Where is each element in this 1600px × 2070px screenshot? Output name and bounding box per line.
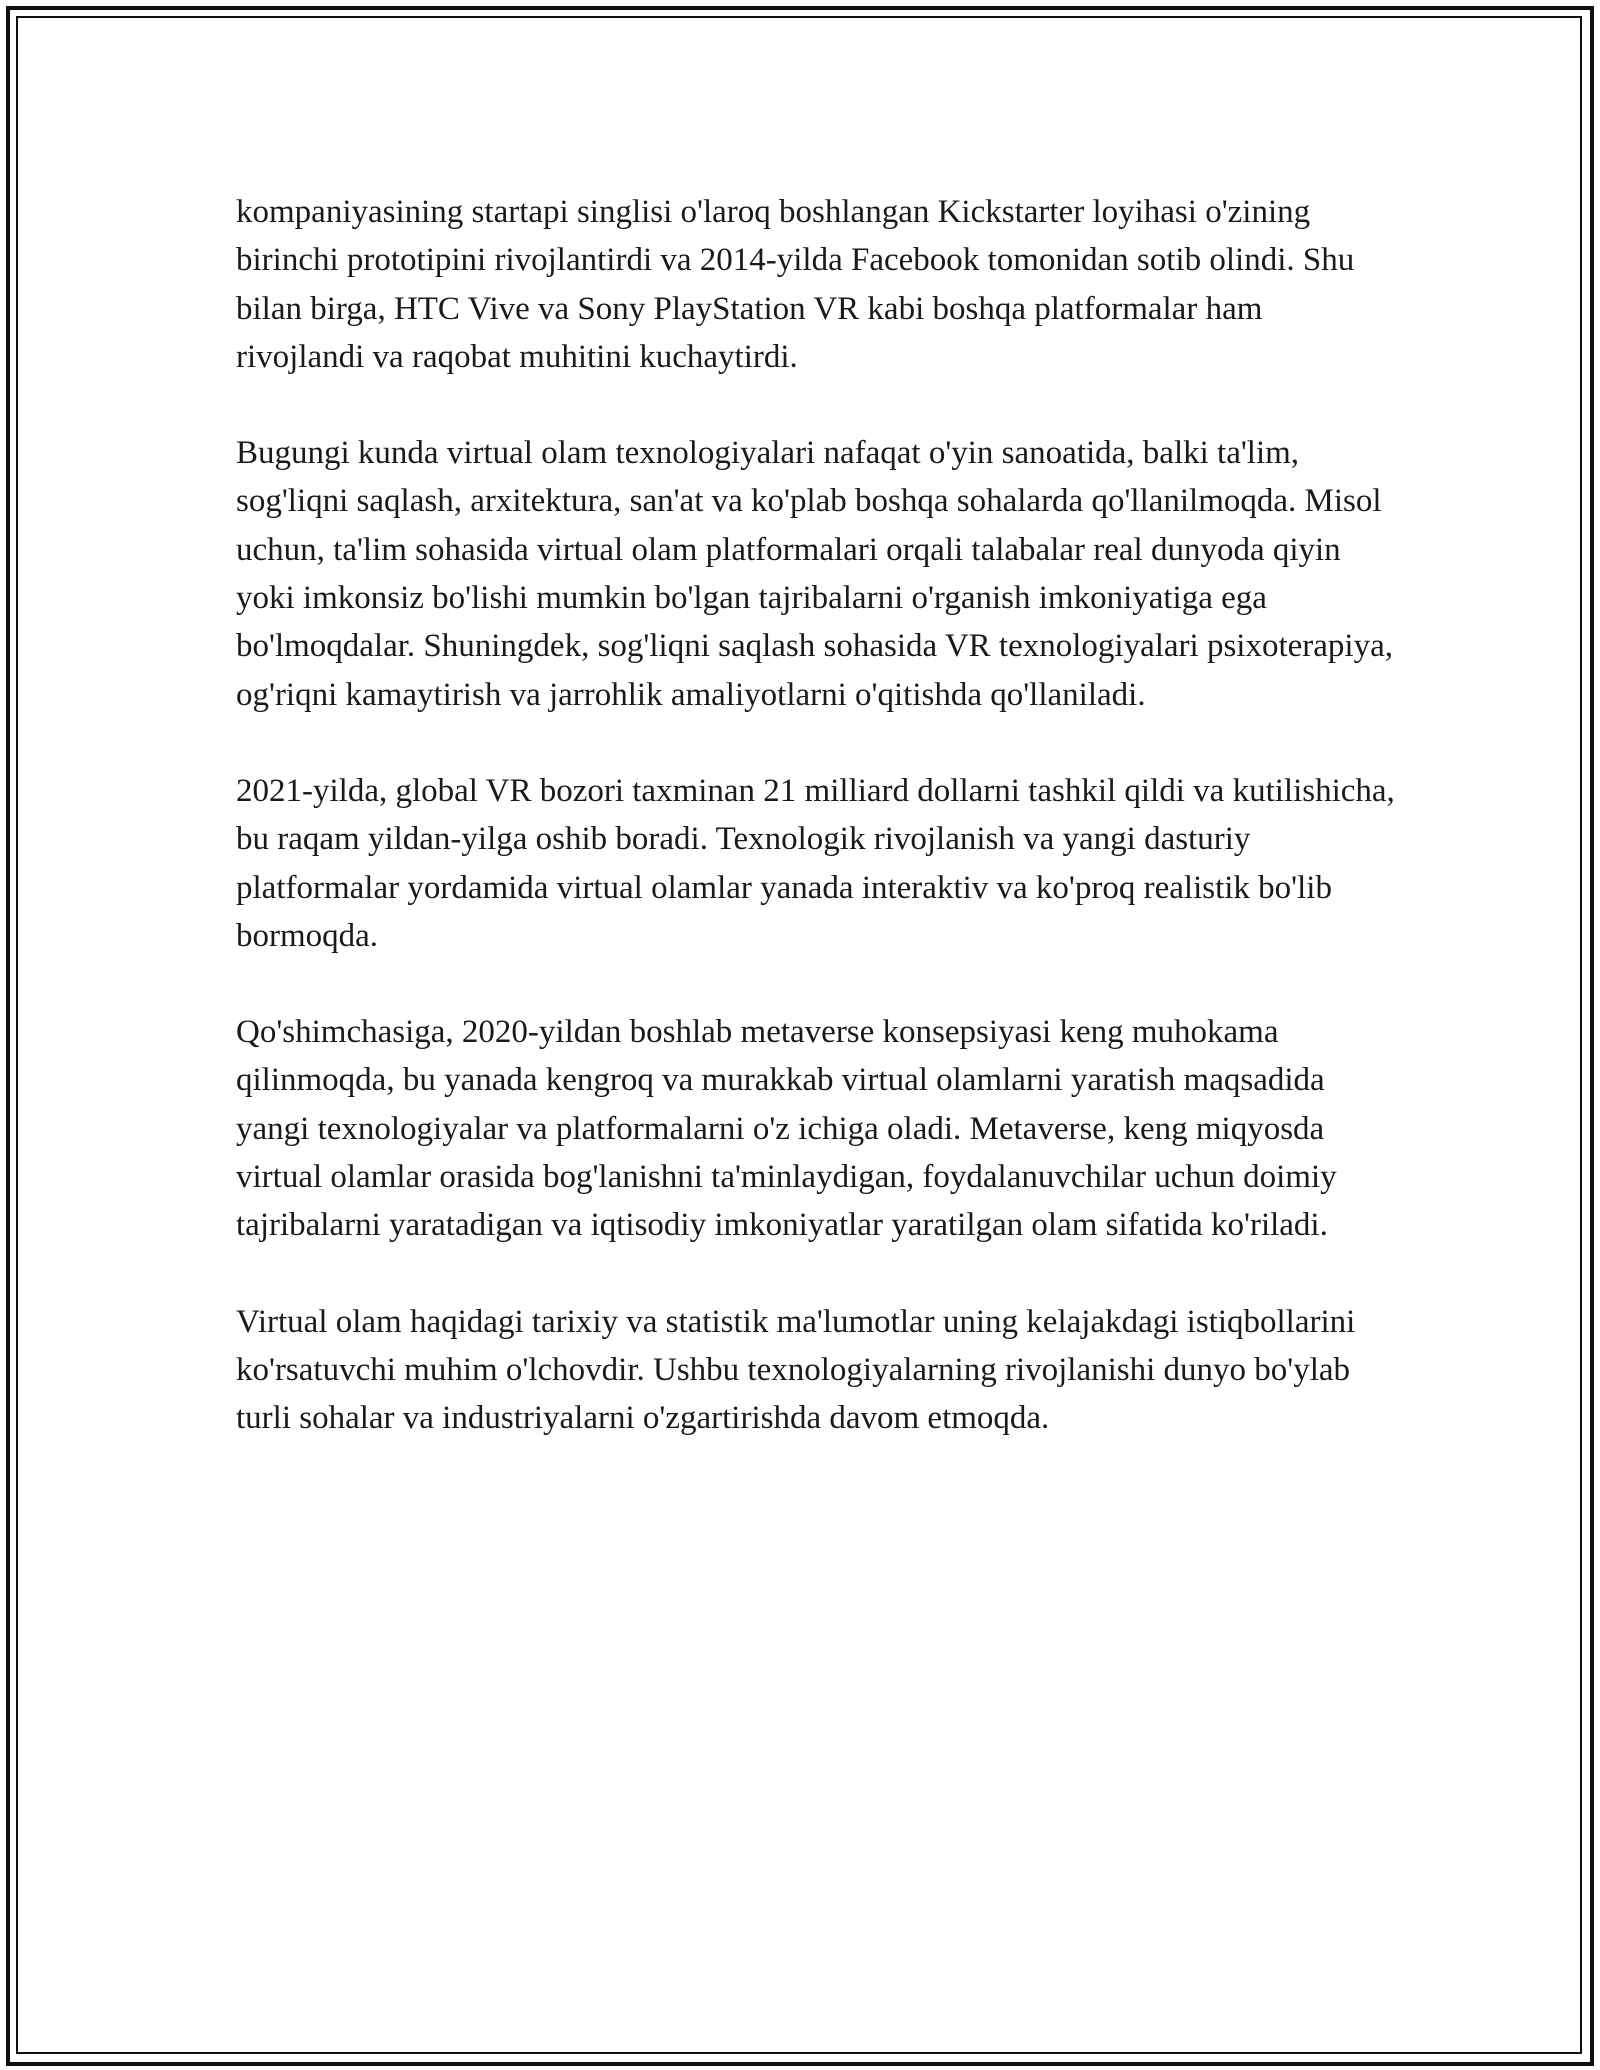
paragraph-4: Qo'shimchasiga, 2020-yildan boshlab metaverse konsepsiyasi keng muhokama qilinmoqda, bu yanada kengroq va murakkab virtual olamlarni yaratish maqsadida yangi texnologiyalar va platformalarni o'z ichiga oladi. Metaverse, keng miqyosda virtual olamlar orasida bog'lanishni ta'minlaydigan, foydalanuvchilar uchun doimiy tajribalarni yaratadigan va iqtisodiy imkoniyatlar yaratilgan olam sifatida ko'riladi. (236, 1014, 1337, 1244)
paragraph-2: Bugungi kunda virtual olam texnologiyalari nafaqat o'yin sanoatida, balki ta'lim, sog'liqni saqlash, arxitektura, san'at va ko'plab boshqa sohalarda qo'llanilmoqda. Misol uchun, ta'lim sohasida virtual olam platformalari orqali talabalar real dunyoda qiyin yoki imkonsiz bo'lishi mumkin bo'lgan tajribalarni o'rganish imkoniyatiga ega bo'lmoqdalar. Shuningdek, sog'liqni saqlash sohasida VR texnologiyalari psixoterapiya, og'riqni kamaytirish va jarrohlik amaliyotlarni o'qitishda qo'llaniladi. (236, 435, 1393, 713)
paragraph-3: 2021-yilda, global VR bozori taxminan 21 milliard dollarni tashkil qildi va kutilishicha, bu raqam yildan-yilga oshib boradi. Texnologik rivojlanish va yangi dasturiy platformalar yordamida virtual olamlar yanada interaktiv va ko'proq realistik bo'lib bormoqda. (236, 772, 1395, 954)
document-body (236, 188, 1396, 1443)
paragraph-1: kompaniyasining startapi singlisi o'laroq boshlangan Kickstarter loyihasi o'zining birinchi prototipini rivojlantirdi va 2014-yilda Facebook tomonidan sotib olindi. Shu bilan birga, HTC Vive va Sony PlayStation VR kabi boshqa platformalar ham rivojlandi va raqobat muhitini kuchaytirdi. (236, 194, 1355, 375)
paragraph-5: Virtual olam haqidagi tarixiy va statistik ma'lumotlar uning kelajakdagi istiqbollarini ko'rsatuvchi muhim o'lchovdir. Ushbu texnologiyalarning rivojlanishi dunyo bo'ylab turli sohalar va industriyalarni o'zgartirishda davom etmoqda. (236, 1303, 1356, 1437)
